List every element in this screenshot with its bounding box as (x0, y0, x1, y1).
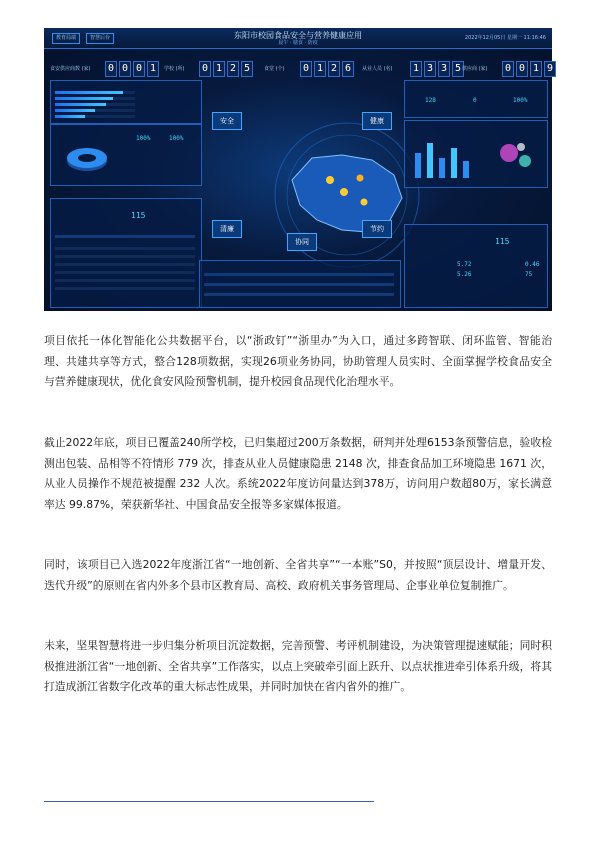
table-row (204, 273, 394, 276)
bar-chart-icon (409, 133, 489, 183)
right-top-value: 100% (513, 97, 528, 104)
table-row (204, 283, 394, 286)
stat-staff (362, 61, 462, 77)
stat-suppliers (50, 61, 157, 77)
stat-label: 食安供应商数 (家) (50, 66, 91, 72)
hex-coop-button[interactable]: 协同 (287, 233, 317, 251)
progress-bar (55, 115, 135, 118)
stat-digit: 0 (199, 61, 211, 77)
table-row (55, 247, 195, 250)
left-bar-panel (50, 80, 202, 124)
stat-digit: 9 (544, 61, 556, 77)
stat-digit: 1 (410, 61, 422, 77)
stat-label: 食堂 (个) (264, 66, 285, 72)
stat-digit: 3 (438, 61, 450, 77)
hex-saving-button[interactable]: 节约 (362, 220, 392, 238)
progress-bar (55, 97, 135, 100)
dashboard-header (44, 28, 552, 49)
stat-digit: 0 (516, 61, 528, 77)
stat-digit: 2 (227, 61, 239, 77)
table-header (55, 235, 195, 238)
left-rate-value: 100% (136, 135, 151, 142)
paragraph-results: 截止2022年底，项目已覆盖240所学校，已归集超过200万条数据，研判并处理6153条预警信息，验收检测出包装、品相等不符情形 779 次，排查从业人员健康隐患 2148 次，排查食品加工环境隐患 1671 次，从业人员操作不规范被提醒 232 人次。系统2022年度访问量达到378万，访问用户数超80万，家长满意率达 99.87%，荣获新华社、中国食品安全报等多家媒体报道。 (44, 436, 552, 511)
progress-bar (55, 109, 135, 112)
right-value: 0.46 (525, 261, 540, 268)
right-count-value: 115 (495, 237, 510, 246)
right-chart-panel (404, 120, 548, 188)
table-row (55, 271, 195, 274)
stat-digit: 6 (342, 61, 354, 77)
table-row (55, 287, 195, 290)
donut-chart-icon (59, 131, 119, 181)
paragraph-promotion: 同时，该项目已入选2022年度浙江省“一地创新、全省共享”“一本账”S0，并按照“顶层设计、增量开发、迭代升级”的原则在省内外多个县市区教育局、高校、政府机关事务管理局、企事业单位复制推广。 (44, 558, 552, 592)
tab-admin-backend[interactable]: 智慧后台 (86, 33, 114, 44)
dashboard-datetime: 2022年12月05日 星期一 11:16:46 (464, 35, 546, 41)
stat-label: 学校 (所) (164, 66, 185, 72)
stat-label: 从业人员 (名) (362, 66, 393, 72)
left-rate-value: 100% (169, 135, 184, 142)
stat-digit: 0 (502, 61, 514, 77)
stat-digit: 5 (241, 61, 253, 77)
hex-health-button[interactable]: 健康 (362, 112, 392, 130)
stat-digit: 2 (328, 61, 340, 77)
stat-vendors (462, 61, 554, 77)
dashboard-title: 东阳市校园食品安全与营养健康应用 (234, 31, 362, 40)
stat-digit: 1 (213, 61, 225, 77)
right-top-value: 0 (473, 97, 477, 104)
tab-education-bureau[interactable]: 教育局端 (52, 33, 80, 44)
left-count-value: 115 (131, 211, 146, 220)
stat-digit: 0 (105, 61, 117, 77)
right-value: 5.72 (457, 261, 472, 268)
center-table-panel (199, 260, 401, 308)
footer-divider (44, 801, 374, 802)
paragraph-intro: 项目依托一体化智能化公共数据平台，以“浙政钉”“浙里办”为入口，通过多跨智联、闭环监管、智能治理、共建共享等方式，整合128项数据，实现26项业务协同，协助管理人员实时、全面掌握学校食品安全与营养健康现状，优化食安风险预警机制，提升校园食品现代化治理水平。 (44, 334, 552, 388)
dashboard-subtitle: 晨午 · 膳食 · 防疫 (278, 40, 318, 46)
table-row (55, 255, 195, 258)
paragraph-future: 未来，坚果智慧将进一步归集分析项目沉淀数据，完善预警、考评机制建设，为决策管理提速赋能；同时积极推进浙江省“一地创新、全省共享”工作落实，以点上突破牵引面上跃升、以点状推进牵引体系升级，将其打造成浙江省数字化改革的重大标志性成果，并同时加快在省内省外的推广。 (44, 639, 552, 693)
stat-digit: 1 (314, 61, 326, 77)
stat-digit: 3 (424, 61, 436, 77)
stat-digit: 5 (452, 61, 464, 77)
progress-bar (55, 91, 135, 94)
bubble-chart-icon (493, 133, 543, 183)
right-top-panel (404, 80, 548, 118)
stat-schools (164, 61, 254, 77)
stat-label: 供应商 (家) (462, 66, 488, 72)
hex-integrity-button[interactable]: 清廉 (212, 220, 242, 238)
table-row (55, 263, 195, 266)
table-row (204, 293, 394, 296)
right-top-value: 128 (425, 97, 436, 104)
stat-digit: 0 (133, 61, 145, 77)
left-table-panel (50, 198, 202, 308)
table-row (55, 279, 195, 282)
stat-digit: 1 (530, 61, 542, 77)
stat-digit: 0 (300, 61, 312, 77)
stat-digit: 1 (147, 61, 159, 77)
right-value: 5.26 (457, 271, 472, 278)
stat-canteens (264, 61, 354, 77)
stat-digit: 0 (119, 61, 131, 77)
right-bottom-panel (404, 224, 548, 308)
progress-bar (55, 103, 135, 106)
hex-safety-button[interactable]: 安全 (212, 112, 242, 130)
dashboard-screenshot (44, 28, 552, 311)
left-donut-panel (50, 124, 202, 186)
right-value: 75 (525, 271, 533, 278)
